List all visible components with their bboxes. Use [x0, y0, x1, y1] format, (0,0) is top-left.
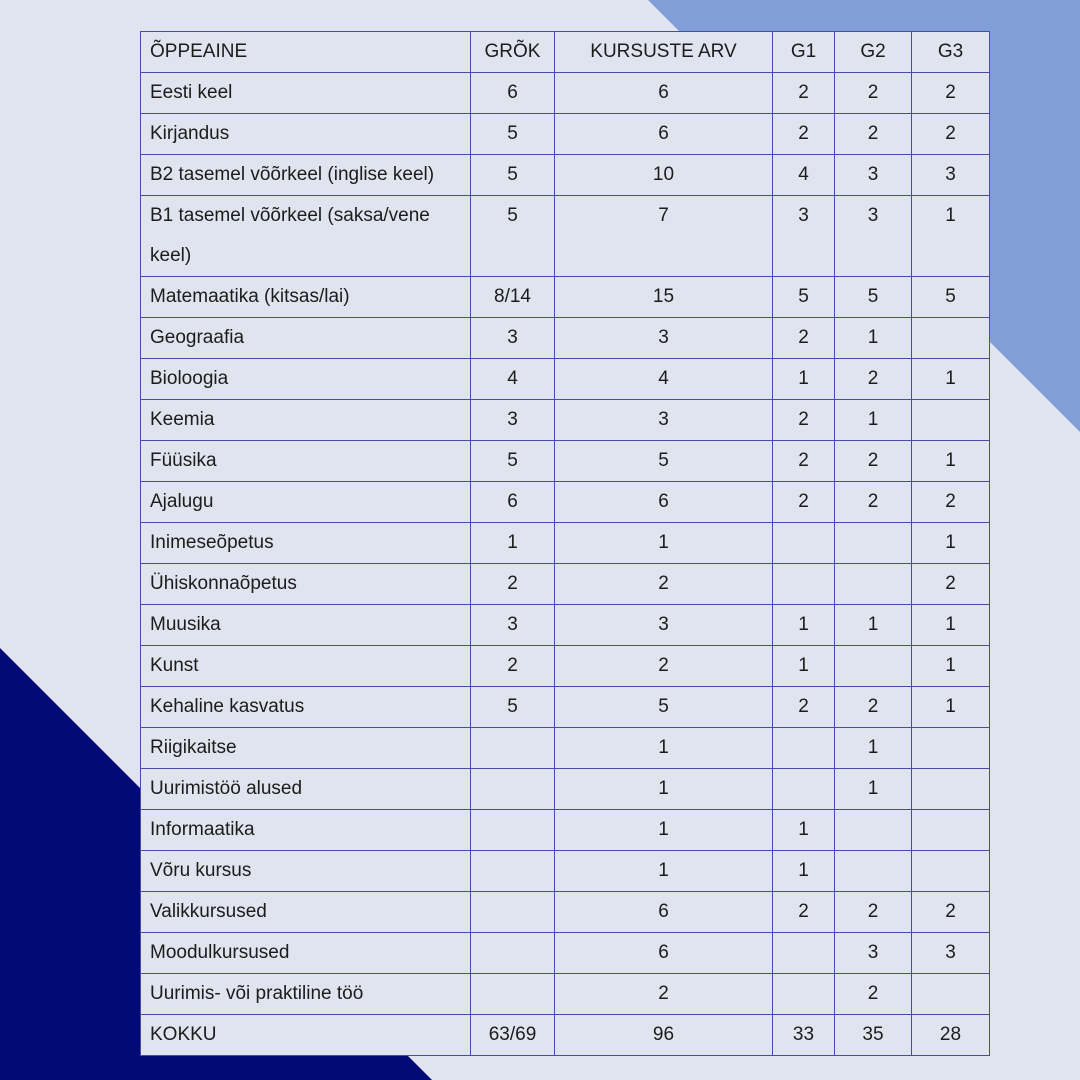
cell-course-count: 5: [555, 441, 773, 482]
cell-subject: Inimeseõpetus: [141, 523, 471, 564]
cell-course-count: 1: [555, 728, 773, 769]
cell-subject: KOKKU: [141, 1015, 471, 1056]
cell-g1: 2: [773, 114, 835, 155]
table-total-row: [141, 1015, 990, 1056]
cell-grok: 5: [471, 114, 555, 155]
cell-g1: [773, 564, 835, 605]
cell-course-count: 6: [555, 482, 773, 523]
cell-grok: 5: [471, 441, 555, 482]
cell-grok: 6: [471, 482, 555, 523]
cell-course-count: 1: [555, 523, 773, 564]
cell-g3: 1: [912, 523, 990, 564]
cell-g3: [912, 974, 990, 1015]
cell-g3: 1: [912, 687, 990, 728]
table-row: [141, 687, 990, 728]
table-row: [141, 646, 990, 687]
cell-subject: Muusika: [141, 605, 471, 646]
cell-course-count: 6: [555, 933, 773, 974]
cell-course-count: 4: [555, 359, 773, 400]
table-row: [141, 564, 990, 605]
table-row: [141, 196, 990, 277]
cell-g3: [912, 728, 990, 769]
cell-g1: 3: [773, 196, 835, 277]
cell-g2: 3: [835, 933, 912, 974]
cell-g3: 2: [912, 892, 990, 933]
cell-subject: B1 tasemel võõrkeel (saksa/vene keel): [141, 196, 471, 277]
cell-subject: Keemia: [141, 400, 471, 441]
cell-g1: 5: [773, 277, 835, 318]
cell-g3: 2: [912, 482, 990, 523]
cell-grok: 8/14: [471, 277, 555, 318]
table-row: [141, 318, 990, 359]
cell-grok: 4: [471, 359, 555, 400]
cell-grok: [471, 851, 555, 892]
cell-g2: 3: [835, 155, 912, 196]
cell-subject: B2 tasemel võõrkeel (inglise keel): [141, 155, 471, 196]
table-row: [141, 73, 990, 114]
cell-g2: [835, 523, 912, 564]
cell-g3: 28: [912, 1015, 990, 1056]
cell-course-count: 5: [555, 687, 773, 728]
cell-g2: 35: [835, 1015, 912, 1056]
cell-grok: [471, 810, 555, 851]
cell-g3: 3: [912, 933, 990, 974]
cell-grok: [471, 769, 555, 810]
table-row: [141, 441, 990, 482]
table-row: [141, 400, 990, 441]
cell-g1: 2: [773, 892, 835, 933]
cell-grok: 5: [471, 155, 555, 196]
cell-g3: [912, 400, 990, 441]
cell-g1: 1: [773, 359, 835, 400]
cell-grok: [471, 974, 555, 1015]
table-row: [141, 769, 990, 810]
table-row: [141, 605, 990, 646]
cell-course-count: 3: [555, 400, 773, 441]
cell-g1: 2: [773, 400, 835, 441]
cell-g3: 2: [912, 73, 990, 114]
cell-g1: 2: [773, 73, 835, 114]
cell-course-count: 96: [555, 1015, 773, 1056]
cell-course-count: 10: [555, 155, 773, 196]
cell-course-count: 6: [555, 114, 773, 155]
cell-g3: 3: [912, 155, 990, 196]
cell-course-count: 6: [555, 73, 773, 114]
cell-subject: Ühiskonnaõpetus: [141, 564, 471, 605]
cell-g2: 1: [835, 400, 912, 441]
cell-grok: 1: [471, 523, 555, 564]
table-row: [141, 482, 990, 523]
cell-subject: Füüsika: [141, 441, 471, 482]
cell-g3: 1: [912, 646, 990, 687]
cell-g1: 33: [773, 1015, 835, 1056]
cell-grok: [471, 892, 555, 933]
cell-g3: [912, 769, 990, 810]
table-header-row: [141, 32, 990, 73]
cell-g1: 1: [773, 646, 835, 687]
table-row: [141, 523, 990, 564]
header-grok: GRÕK: [471, 32, 555, 73]
cell-g1: 1: [773, 851, 835, 892]
cell-grok: [471, 933, 555, 974]
cell-course-count: 1: [555, 769, 773, 810]
cell-g1: 2: [773, 482, 835, 523]
cell-course-count: 2: [555, 646, 773, 687]
cell-g2: 3: [835, 196, 912, 277]
table-row: [141, 728, 990, 769]
cell-g2: [835, 810, 912, 851]
cell-course-count: 6: [555, 892, 773, 933]
cell-subject: Matemaatika (kitsas/lai): [141, 277, 471, 318]
cell-g1: 2: [773, 441, 835, 482]
cell-g2: 2: [835, 687, 912, 728]
cell-course-count: 3: [555, 318, 773, 359]
table-row: [141, 277, 990, 318]
cell-g3: 2: [912, 564, 990, 605]
cell-g3: 1: [912, 441, 990, 482]
cell-subject: Bioloogia: [141, 359, 471, 400]
cell-g3: 1: [912, 196, 990, 277]
table-row: [141, 892, 990, 933]
cell-g2: 1: [835, 605, 912, 646]
cell-g1: 1: [773, 810, 835, 851]
header-g3: G3: [912, 32, 990, 73]
header-g1: G1: [773, 32, 835, 73]
cell-g1: [773, 523, 835, 564]
cell-g3: 2: [912, 114, 990, 155]
cell-g2: 2: [835, 73, 912, 114]
cell-g2: 2: [835, 359, 912, 400]
cell-g2: 2: [835, 114, 912, 155]
cell-grok: 5: [471, 687, 555, 728]
header-subject: ÕPPEAINE: [141, 32, 471, 73]
cell-g3: 1: [912, 605, 990, 646]
cell-course-count: 1: [555, 851, 773, 892]
table-row: [141, 359, 990, 400]
cell-g1: [773, 974, 835, 1015]
table-row: [141, 810, 990, 851]
table-body: [141, 73, 990, 1056]
cell-grok: 3: [471, 605, 555, 646]
cell-grok: 3: [471, 400, 555, 441]
cell-course-count: 15: [555, 277, 773, 318]
cell-course-count: 2: [555, 564, 773, 605]
course-table: [140, 31, 990, 1056]
table-row: [141, 933, 990, 974]
cell-g1: 1: [773, 605, 835, 646]
cell-g2: 1: [835, 318, 912, 359]
cell-subject: Valikkursused: [141, 892, 471, 933]
cell-subject: Uurimistöö alused: [141, 769, 471, 810]
cell-subject: Kirjandus: [141, 114, 471, 155]
cell-g2: [835, 646, 912, 687]
cell-g1: [773, 728, 835, 769]
cell-grok: 2: [471, 564, 555, 605]
cell-g2: 5: [835, 277, 912, 318]
cell-grok: 6: [471, 73, 555, 114]
cell-course-count: 7: [555, 196, 773, 277]
cell-g3: [912, 810, 990, 851]
table-row: [141, 114, 990, 155]
cell-subject: Geograafia: [141, 318, 471, 359]
cell-g2: 2: [835, 974, 912, 1015]
cell-g1: [773, 933, 835, 974]
cell-g1: 2: [773, 687, 835, 728]
cell-grok: 63/69: [471, 1015, 555, 1056]
cell-subject: Kunst: [141, 646, 471, 687]
cell-subject: Kehaline kasvatus: [141, 687, 471, 728]
cell-course-count: 2: [555, 974, 773, 1015]
cell-subject: Riigikaitse: [141, 728, 471, 769]
cell-course-count: 1: [555, 810, 773, 851]
cell-grok: 5: [471, 196, 555, 277]
cell-g3: [912, 318, 990, 359]
cell-subject: Moodulkursused: [141, 933, 471, 974]
cell-subject: Informaatika: [141, 810, 471, 851]
cell-g3: 1: [912, 359, 990, 400]
cell-g2: 2: [835, 482, 912, 523]
table-row: [141, 851, 990, 892]
cell-grok: [471, 728, 555, 769]
cell-g3: [912, 851, 990, 892]
cell-g2: 1: [835, 728, 912, 769]
cell-subject: Ajalugu: [141, 482, 471, 523]
cell-g2: [835, 564, 912, 605]
cell-g2: 2: [835, 892, 912, 933]
cell-subject: Eesti keel: [141, 73, 471, 114]
cell-g2: [835, 851, 912, 892]
cell-subject: Võru kursus: [141, 851, 471, 892]
table-row: [141, 974, 990, 1015]
cell-g3: 5: [912, 277, 990, 318]
cell-course-count: 3: [555, 605, 773, 646]
table-row: [141, 155, 990, 196]
cell-g2: 1: [835, 769, 912, 810]
cell-grok: 2: [471, 646, 555, 687]
header-g2: G2: [835, 32, 912, 73]
header-course-count: KURSUSTE ARV: [555, 32, 773, 73]
cell-g1: 2: [773, 318, 835, 359]
cell-grok: 3: [471, 318, 555, 359]
cell-g1: [773, 769, 835, 810]
cell-g2: 2: [835, 441, 912, 482]
cell-subject: Uurimis- või praktiline töö: [141, 974, 471, 1015]
cell-g1: 4: [773, 155, 835, 196]
